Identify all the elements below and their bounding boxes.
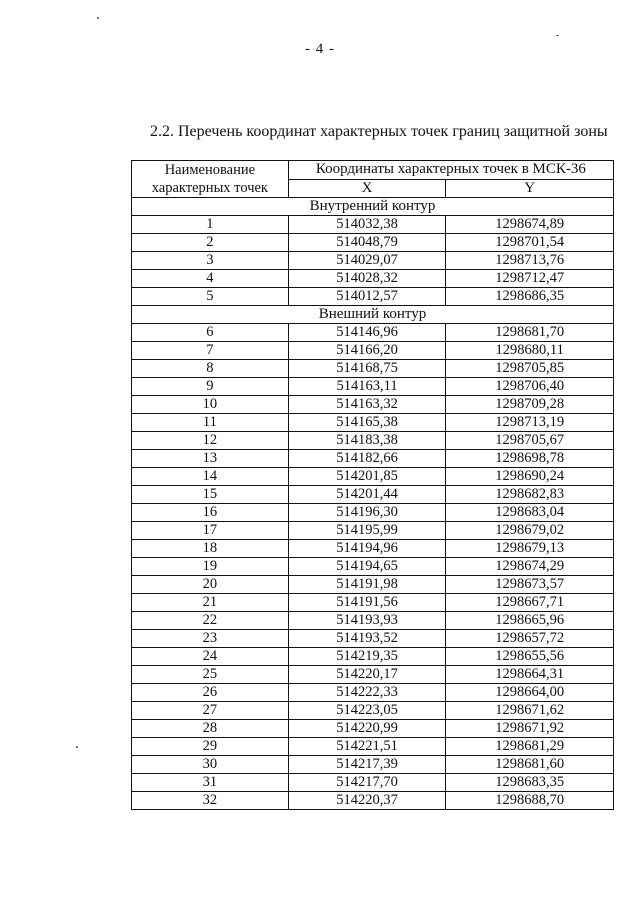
table-row (132, 486, 614, 504)
y-coordinate-cell: 1298686,35 (446, 288, 614, 306)
table-row (132, 432, 614, 450)
y-coordinate-cell: 1298712,47 (446, 270, 614, 288)
y-coordinate-cell: 1298713,76 (446, 252, 614, 270)
table-row (132, 774, 614, 792)
table-row (132, 792, 614, 810)
x-coordinate-cell: 514012,57 (288, 288, 446, 306)
point-name-cell: 32 (132, 792, 289, 810)
x-coordinate-cell: 514222,33 (288, 684, 446, 702)
contour-title: Внутренний контур (132, 198, 614, 216)
table-row (132, 252, 614, 270)
y-coordinate-cell: 1298688,70 (446, 792, 614, 810)
table-row (132, 648, 614, 666)
x-coordinate-cell: 514191,56 (288, 594, 446, 612)
coordinates-table (131, 160, 614, 810)
table-row (132, 414, 614, 432)
y-coordinate-cell: 1298681,60 (446, 756, 614, 774)
point-name-cell: 7 (132, 342, 289, 360)
x-coordinate-cell: 514163,11 (288, 378, 446, 396)
table-row (132, 666, 614, 684)
x-coordinate-cell: 514165,38 (288, 414, 446, 432)
y-coordinate-cell: 1298705,67 (446, 432, 614, 450)
scan-speck (97, 17, 99, 19)
y-coordinate-cell: 1298682,83 (446, 486, 614, 504)
table-row (132, 378, 614, 396)
x-coordinate-cell: 514191,98 (288, 576, 446, 594)
y-coordinate-cell: 1298679,13 (446, 540, 614, 558)
point-name-cell: 22 (132, 612, 289, 630)
y-coordinate-cell: 1298681,70 (446, 324, 614, 342)
x-coordinate-cell: 514193,52 (288, 630, 446, 648)
table-header (132, 161, 614, 198)
x-coordinate-cell: 514217,70 (288, 774, 446, 792)
x-coordinate-cell: 514223,05 (288, 702, 446, 720)
x-coordinate-cell: 514029,07 (288, 252, 446, 270)
point-name-cell: 31 (132, 774, 289, 792)
point-name-cell: 15 (132, 486, 289, 504)
y-coordinate-cell: 1298705,85 (446, 360, 614, 378)
table-row (132, 558, 614, 576)
y-coordinate-cell: 1298681,29 (446, 738, 614, 756)
table-row (132, 540, 614, 558)
x-coordinate-cell: 514196,30 (288, 504, 446, 522)
contour-title-row (132, 306, 614, 324)
table-row (132, 612, 614, 630)
table-row (132, 216, 614, 234)
y-coordinate-cell: 1298664,31 (446, 666, 614, 684)
y-coordinate-cell: 1298683,04 (446, 504, 614, 522)
y-coordinate-cell: 1298701,54 (446, 234, 614, 252)
point-name-cell: 5 (132, 288, 289, 306)
y-coordinate-cell: 1298690,24 (446, 468, 614, 486)
point-name-cell: 10 (132, 396, 289, 414)
point-name-cell: 19 (132, 558, 289, 576)
x-coordinate-cell: 514146,96 (288, 324, 446, 342)
y-coordinate-cell: 1298667,71 (446, 594, 614, 612)
point-name-cell: 28 (132, 720, 289, 738)
x-coordinate-cell: 514168,75 (288, 360, 446, 378)
y-coordinate-cell: 1298698,78 (446, 450, 614, 468)
contour-title-row (132, 198, 614, 216)
table-row (132, 468, 614, 486)
contour-title: Внешний контур (132, 306, 614, 324)
y-coordinate-cell: 1298671,92 (446, 720, 614, 738)
point-name-cell: 27 (132, 702, 289, 720)
table-row (132, 594, 614, 612)
x-coordinate-cell: 514219,35 (288, 648, 446, 666)
point-name-cell: 14 (132, 468, 289, 486)
scan-speck (556, 35, 559, 36)
y-coordinate-cell: 1298674,89 (446, 216, 614, 234)
point-name-cell: 30 (132, 756, 289, 774)
point-name-cell: 9 (132, 378, 289, 396)
y-coordinate-cell: 1298709,28 (446, 396, 614, 414)
x-coordinate-cell: 514182,66 (288, 450, 446, 468)
table-row (132, 756, 614, 774)
x-coordinate-cell: 514221,51 (288, 738, 446, 756)
x-coordinate-cell: 514220,99 (288, 720, 446, 738)
header-point-name: Наименование характерных точек (132, 161, 289, 198)
x-coordinate-cell: 514163,32 (288, 396, 446, 414)
x-coordinate-cell: 514217,39 (288, 756, 446, 774)
x-coordinate-cell: 514220,37 (288, 792, 446, 810)
section-title: 2.2. Перечень координат характерных точек границ защитной зоны (150, 123, 608, 140)
table-row (132, 522, 614, 540)
table-row (132, 288, 614, 306)
point-name-cell: 13 (132, 450, 289, 468)
table-row (132, 270, 614, 288)
point-name-cell: 12 (132, 432, 289, 450)
point-name-cell: 4 (132, 270, 289, 288)
table-row (132, 450, 614, 468)
y-coordinate-cell: 1298680,11 (446, 342, 614, 360)
x-coordinate-cell: 514032,38 (288, 216, 446, 234)
point-name-cell: 23 (132, 630, 289, 648)
table-row (132, 360, 614, 378)
y-coordinate-cell: 1298673,57 (446, 576, 614, 594)
table-row (132, 702, 614, 720)
y-coordinate-cell: 1298683,35 (446, 774, 614, 792)
point-name-cell: 26 (132, 684, 289, 702)
point-name-cell: 24 (132, 648, 289, 666)
point-name-cell: 25 (132, 666, 289, 684)
table-body (132, 198, 614, 810)
point-name-cell: 11 (132, 414, 289, 432)
point-name-cell: 6 (132, 324, 289, 342)
x-coordinate-cell: 514048,79 (288, 234, 446, 252)
point-name-cell: 2 (132, 234, 289, 252)
table-row (132, 396, 614, 414)
y-coordinate-cell: 1298706,40 (446, 378, 614, 396)
page-number: - 4 - (305, 41, 335, 57)
table-row (132, 738, 614, 756)
point-name-cell: 18 (132, 540, 289, 558)
point-name-cell: 8 (132, 360, 289, 378)
header-x: X (288, 179, 446, 198)
point-name-cell: 29 (132, 738, 289, 756)
x-coordinate-cell: 514195,99 (288, 522, 446, 540)
scan-speck (76, 746, 78, 748)
y-coordinate-cell: 1298665,96 (446, 612, 614, 630)
x-coordinate-cell: 514028,32 (288, 270, 446, 288)
point-name-cell: 1 (132, 216, 289, 234)
y-coordinate-cell: 1298657,72 (446, 630, 614, 648)
x-coordinate-cell: 514193,93 (288, 612, 446, 630)
table-row (132, 684, 614, 702)
x-coordinate-cell: 514201,44 (288, 486, 446, 504)
y-coordinate-cell: 1298664,00 (446, 684, 614, 702)
x-coordinate-cell: 514183,38 (288, 432, 446, 450)
x-coordinate-cell: 514166,20 (288, 342, 446, 360)
point-name-cell: 17 (132, 522, 289, 540)
point-name-cell: 16 (132, 504, 289, 522)
table-row (132, 324, 614, 342)
table-row (132, 576, 614, 594)
point-name-cell: 21 (132, 594, 289, 612)
y-coordinate-cell: 1298713,19 (446, 414, 614, 432)
x-coordinate-cell: 514201,85 (288, 468, 446, 486)
y-coordinate-cell: 1298671,62 (446, 702, 614, 720)
point-name-cell: 20 (132, 576, 289, 594)
table-row (132, 504, 614, 522)
x-coordinate-cell: 514194,65 (288, 558, 446, 576)
x-coordinate-cell: 514194,96 (288, 540, 446, 558)
table-row (132, 234, 614, 252)
header-y: Y (446, 179, 614, 198)
y-coordinate-cell: 1298655,56 (446, 648, 614, 666)
header-coordinates: Координаты характерных точек в МСК-36 (288, 161, 613, 180)
y-coordinate-cell: 1298674,29 (446, 558, 614, 576)
x-coordinate-cell: 514220,17 (288, 666, 446, 684)
table-row (132, 720, 614, 738)
point-name-cell: 3 (132, 252, 289, 270)
y-coordinate-cell: 1298679,02 (446, 522, 614, 540)
table-row (132, 342, 614, 360)
table-row (132, 630, 614, 648)
